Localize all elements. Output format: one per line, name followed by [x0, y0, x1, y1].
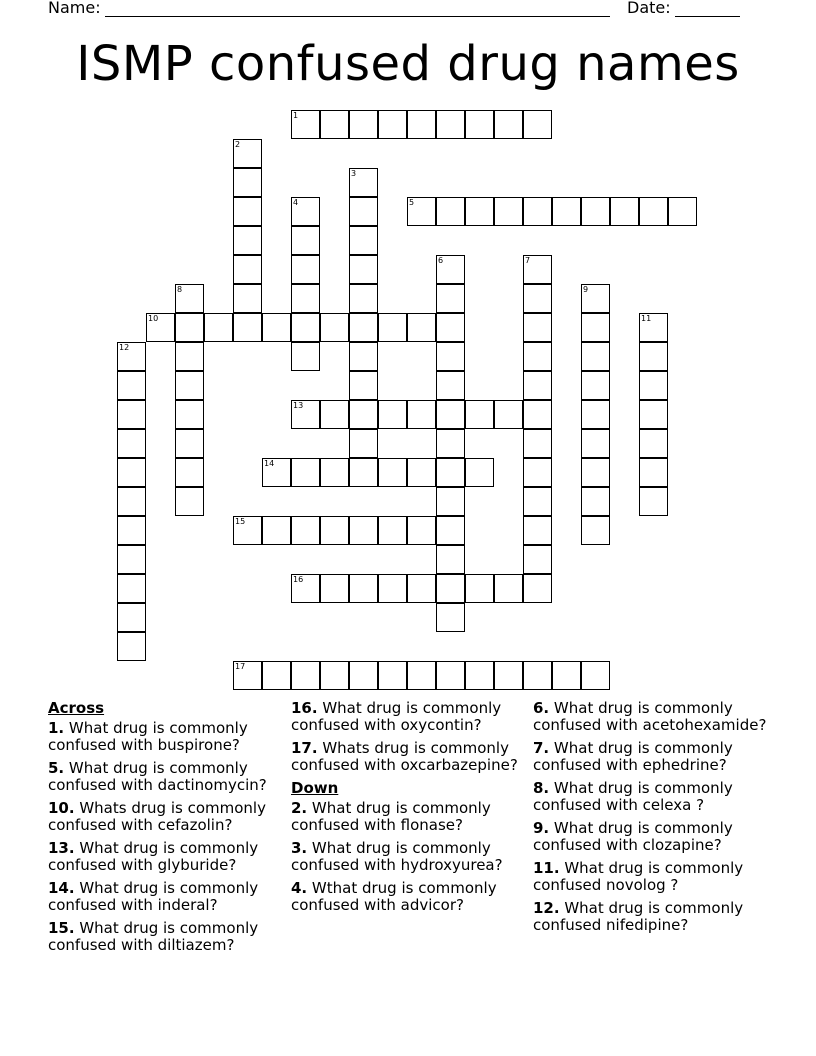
clue-item-number: 2.: [291, 799, 308, 817]
clue-item: [533, 900, 768, 934]
clue-item-text: What drug is commonly confused with acetohexamide?: [533, 699, 767, 734]
clue-number: 11: [641, 314, 652, 323]
crossword-cell[interactable]: [291, 400, 320, 429]
crossword-cell[interactable]: [465, 400, 494, 429]
clue-number: 14: [264, 459, 275, 468]
crossword-cell[interactable]: [523, 371, 552, 400]
crossword-cell[interactable]: [639, 197, 668, 226]
clue-item: [48, 840, 283, 874]
crossword-cell[interactable]: [117, 516, 146, 545]
clue-item-text: What drug is commonly confused with celexa ?: [533, 779, 733, 814]
clue-item-number: 8.: [533, 779, 550, 797]
crossword-cell[interactable]: [349, 400, 378, 429]
crossword-cell[interactable]: [436, 197, 465, 226]
crossword-cell[interactable]: [407, 458, 436, 487]
crossword-cell[interactable]: [407, 110, 436, 139]
crossword-cell[interactable]: [349, 342, 378, 371]
clue-item-text: What drug is commonly confused with flonase?: [291, 799, 491, 834]
crossword-cell[interactable]: [436, 110, 465, 139]
clue-item-text: What drug is commonly confused with buspirone?: [48, 719, 248, 754]
crossword-cell[interactable]: [175, 342, 204, 371]
crossword-cell[interactable]: [291, 661, 320, 690]
clue-item: [533, 700, 768, 734]
crossword-cell[interactable]: [552, 661, 581, 690]
crossword-cell[interactable]: [146, 313, 175, 342]
crossword-cell[interactable]: [436, 545, 465, 574]
clue-item: [533, 780, 768, 814]
clue-item-number: 6.: [533, 699, 550, 717]
clue-number: 9: [583, 285, 589, 294]
clue-number: 3: [351, 169, 357, 178]
clue-item-number: 9.: [533, 819, 550, 837]
crossword-cell[interactable]: [436, 400, 465, 429]
crossword-cell[interactable]: [465, 661, 494, 690]
crossword-cell[interactable]: [349, 284, 378, 313]
clue-item-number: 12.: [533, 899, 560, 917]
clue-column-2: [291, 700, 526, 920]
crossword-cell[interactable]: [436, 255, 465, 284]
clue-number: 6: [438, 256, 444, 265]
crossword-cell[interactable]: [233, 516, 262, 545]
crossword-cell[interactable]: [320, 574, 349, 603]
crossword-cell[interactable]: [117, 632, 146, 661]
clue-item-number: 3.: [291, 839, 308, 857]
clue-number: 7: [525, 256, 531, 265]
clue-item: [291, 740, 526, 774]
crossword-cell[interactable]: [320, 400, 349, 429]
crossword-cell[interactable]: [436, 487, 465, 516]
crossword-cell[interactable]: [378, 574, 407, 603]
crossword-cell[interactable]: [291, 516, 320, 545]
crossword-cell[interactable]: [291, 255, 320, 284]
crossword-cell[interactable]: [117, 342, 146, 371]
clue-item-text: Wthat drug is commonly confused with advicor?: [291, 879, 497, 914]
clue-item-number: 15.: [48, 919, 75, 937]
clue-item: [533, 820, 768, 854]
crossword-cell[interactable]: [117, 603, 146, 632]
crossword-cell[interactable]: [436, 458, 465, 487]
clue-item: [291, 700, 526, 734]
crossword-cell[interactable]: [349, 255, 378, 284]
crossword-cell[interactable]: [436, 313, 465, 342]
crossword-cell[interactable]: [494, 110, 523, 139]
crossword-cell[interactable]: [465, 458, 494, 487]
crossword-cell[interactable]: [320, 516, 349, 545]
clue-item: [48, 880, 283, 914]
crossword-cell[interactable]: [407, 516, 436, 545]
crossword-cell[interactable]: [233, 197, 262, 226]
clue-number: 17: [235, 662, 246, 671]
name-label: Name:: [48, 0, 101, 17]
crossword-cell[interactable]: [523, 429, 552, 458]
crossword-cell[interactable]: [291, 342, 320, 371]
clue-item-number: 7.: [533, 739, 550, 757]
crossword-cell[interactable]: [175, 429, 204, 458]
clue-item-text: What drug is commonly confused novolog ?: [533, 859, 744, 894]
crossword-cell[interactable]: [523, 342, 552, 371]
crossword-cell[interactable]: [349, 516, 378, 545]
crossword-cell[interactable]: [320, 458, 349, 487]
clue-number: 1: [293, 111, 299, 120]
crossword-cell[interactable]: [639, 429, 668, 458]
crossword-cell[interactable]: [436, 371, 465, 400]
clue-number: 12: [119, 343, 130, 352]
crossword-cell[interactable]: [117, 574, 146, 603]
crossword-cell[interactable]: [407, 574, 436, 603]
crossword-cell[interactable]: [407, 400, 436, 429]
clue-number: 8: [177, 285, 183, 294]
crossword-cell[interactable]: [320, 313, 349, 342]
crossword-cell[interactable]: [639, 400, 668, 429]
clue-item-text: Whats drug is commonly confused with cefazolin?: [48, 799, 266, 834]
crossword-cell[interactable]: [523, 110, 552, 139]
crossword-cell[interactable]: [320, 661, 349, 690]
crossword-cell[interactable]: [523, 516, 552, 545]
crossword-cell[interactable]: [349, 371, 378, 400]
crossword-cell[interactable]: [233, 313, 262, 342]
clue-item-number: 16.: [291, 699, 318, 717]
crossword-cell[interactable]: [436, 342, 465, 371]
crossword-cell[interactable]: [291, 197, 320, 226]
crossword-cell[interactable]: [639, 458, 668, 487]
crossword-cell[interactable]: [465, 110, 494, 139]
crossword-cell[interactable]: [436, 516, 465, 545]
clue-item: [291, 800, 526, 834]
crossword-cell[interactable]: [494, 574, 523, 603]
clue-number: 13: [293, 401, 304, 410]
crossword-cell[interactable]: [349, 458, 378, 487]
crossword-cell[interactable]: [465, 197, 494, 226]
clue-item: [533, 860, 768, 894]
crossword-cell[interactable]: [117, 458, 146, 487]
crossword-cell[interactable]: [378, 516, 407, 545]
clue-item-number: 14.: [48, 879, 75, 897]
clue-item-number: 10.: [48, 799, 75, 817]
clue-item: [48, 800, 283, 834]
crossword-cell[interactable]: [291, 313, 320, 342]
clue-number: 5: [409, 198, 415, 207]
crossword-cell[interactable]: [581, 342, 610, 371]
crossword-cell[interactable]: [349, 429, 378, 458]
clue-item-text: What drug is commonly confused with diltiazem?: [48, 919, 259, 954]
crossword-cell[interactable]: [175, 313, 204, 342]
clue-number: 2: [235, 140, 241, 149]
crossword-cell[interactable]: [262, 313, 291, 342]
clue-column-1: [48, 700, 283, 960]
crossword-cell[interactable]: [320, 110, 349, 139]
clue-item-text: What drug is commonly confused with oxycontin?: [291, 699, 502, 734]
crossword-cell[interactable]: [349, 661, 378, 690]
crossword-cell[interactable]: [233, 139, 262, 168]
crossword-cell[interactable]: [349, 197, 378, 226]
crossword-cell[interactable]: [407, 313, 436, 342]
clue-item-number: 17.: [291, 739, 318, 757]
crossword-cell[interactable]: [117, 371, 146, 400]
crossword-cell[interactable]: [233, 661, 262, 690]
crossword-cell[interactable]: [349, 168, 378, 197]
crossword-cell[interactable]: [639, 313, 668, 342]
crossword-cell[interactable]: [175, 400, 204, 429]
clue-number: 16: [293, 575, 304, 584]
crossword-cell[interactable]: [523, 284, 552, 313]
crossword-cell[interactable]: [581, 661, 610, 690]
crossword-cell[interactable]: [291, 574, 320, 603]
crossword-cell[interactable]: [378, 458, 407, 487]
crossword-cell[interactable]: [465, 574, 494, 603]
crossword-cell[interactable]: [291, 284, 320, 313]
crossword-cell[interactable]: [378, 110, 407, 139]
crossword-cell[interactable]: [378, 313, 407, 342]
crossword-cell[interactable]: [262, 458, 291, 487]
date-label: Date:: [627, 0, 671, 17]
clue-item-number: 1.: [48, 719, 65, 737]
clue-item: [533, 740, 768, 774]
clue-item-text: Whats drug is commonly confused with oxcarbazepine?: [291, 739, 518, 774]
crossword-cell[interactable]: [523, 313, 552, 342]
crossword-cell[interactable]: [349, 574, 378, 603]
crossword-cell[interactable]: [523, 197, 552, 226]
crossword-cell[interactable]: [581, 197, 610, 226]
crossword-cell[interactable]: [581, 487, 610, 516]
crossword-cell[interactable]: [262, 661, 291, 690]
clue-item-text: What drug is commonly confused with glyburide?: [48, 839, 259, 874]
crossword-cell[interactable]: [175, 458, 204, 487]
crossword-cell[interactable]: [407, 197, 436, 226]
clue-item-number: 13.: [48, 839, 75, 857]
crossword-cell[interactable]: [436, 574, 465, 603]
across-heading: Across: [48, 699, 105, 717]
clue-item-text: What drug is commonly confused with hydroxyurea?: [291, 839, 503, 874]
crossword-cell[interactable]: [233, 226, 262, 255]
crossword-cell[interactable]: [610, 197, 639, 226]
crossword-cell[interactable]: [378, 400, 407, 429]
clue-item-text: What drug is commonly confused with inderal?: [48, 879, 259, 914]
crossword-cell[interactable]: [494, 197, 523, 226]
crossword-cell[interactable]: [581, 429, 610, 458]
crossword-cell[interactable]: [581, 458, 610, 487]
crossword-cell[interactable]: [436, 284, 465, 313]
clue-item: [48, 760, 283, 794]
crossword-cell[interactable]: [117, 487, 146, 516]
clue-item-number: 5.: [48, 759, 65, 777]
crossword-cell[interactable]: [436, 429, 465, 458]
clue-item-text: What drug is commonly confused with clozapine?: [533, 819, 733, 854]
crossword-cell[interactable]: [175, 371, 204, 400]
crossword-cell[interactable]: [581, 516, 610, 545]
crossword-cell[interactable]: [436, 661, 465, 690]
crossword-cell[interactable]: [494, 400, 523, 429]
crossword-cell[interactable]: [523, 255, 552, 284]
crossword-cell[interactable]: [639, 342, 668, 371]
crossword-cell[interactable]: [349, 313, 378, 342]
crossword-cell[interactable]: [233, 284, 262, 313]
crossword-cell[interactable]: [378, 661, 407, 690]
crossword-cell[interactable]: [262, 516, 291, 545]
crossword-cell[interactable]: [523, 661, 552, 690]
crossword-cell[interactable]: [349, 110, 378, 139]
clue-item-text: What drug is commonly confused with ephedrine?: [533, 739, 733, 774]
crossword-cell[interactable]: [523, 545, 552, 574]
clue-number: 4: [293, 198, 299, 207]
crossword-cell[interactable]: [291, 110, 320, 139]
crossword-cell[interactable]: [233, 255, 262, 284]
clue-column-3: [533, 700, 768, 940]
crossword-cell[interactable]: [204, 313, 233, 342]
clue-item: [48, 720, 283, 754]
crossword-cell[interactable]: [175, 284, 204, 313]
clue-item-number: 4.: [291, 879, 308, 897]
crossword-cell[interactable]: [581, 371, 610, 400]
clue-item: [48, 920, 283, 954]
crossword-cell[interactable]: [117, 545, 146, 574]
crossword-cell[interactable]: [175, 487, 204, 516]
clue-number: 15: [235, 517, 246, 526]
crossword-cell[interactable]: [552, 197, 581, 226]
down-heading: Down: [291, 779, 339, 797]
crossword-cell[interactable]: [523, 458, 552, 487]
clue-item-number: 11.: [533, 859, 560, 877]
clue-item: [291, 840, 526, 874]
clue-item: [291, 880, 526, 914]
crossword-cell[interactable]: [639, 371, 668, 400]
crossword-cell[interactable]: [117, 429, 146, 458]
crossword-cell[interactable]: [436, 603, 465, 632]
crossword-cell[interactable]: [233, 168, 262, 197]
crossword-cell[interactable]: [117, 400, 146, 429]
crossword-cell[interactable]: [581, 313, 610, 342]
crossword-cell[interactable]: [581, 400, 610, 429]
crossword-cell[interactable]: [581, 284, 610, 313]
clue-item-text: What drug is commonly confused with dactinomycin?: [48, 759, 267, 794]
page-title: ISMP confused drug names: [76, 36, 740, 92]
crossword-cell[interactable]: [668, 197, 697, 226]
clue-number: 10: [148, 314, 159, 323]
crossword-cell[interactable]: [523, 487, 552, 516]
crossword-cell[interactable]: [291, 226, 320, 255]
crossword-cell[interactable]: [349, 226, 378, 255]
crossword-cell[interactable]: [523, 400, 552, 429]
crossword-cell[interactable]: [407, 661, 436, 690]
crossword-cell[interactable]: [291, 458, 320, 487]
crossword-cell[interactable]: [494, 661, 523, 690]
clue-item-text: What drug is commonly confused nifedipine?: [533, 899, 744, 934]
crossword-cell[interactable]: [523, 574, 552, 603]
crossword-cell[interactable]: [639, 487, 668, 516]
